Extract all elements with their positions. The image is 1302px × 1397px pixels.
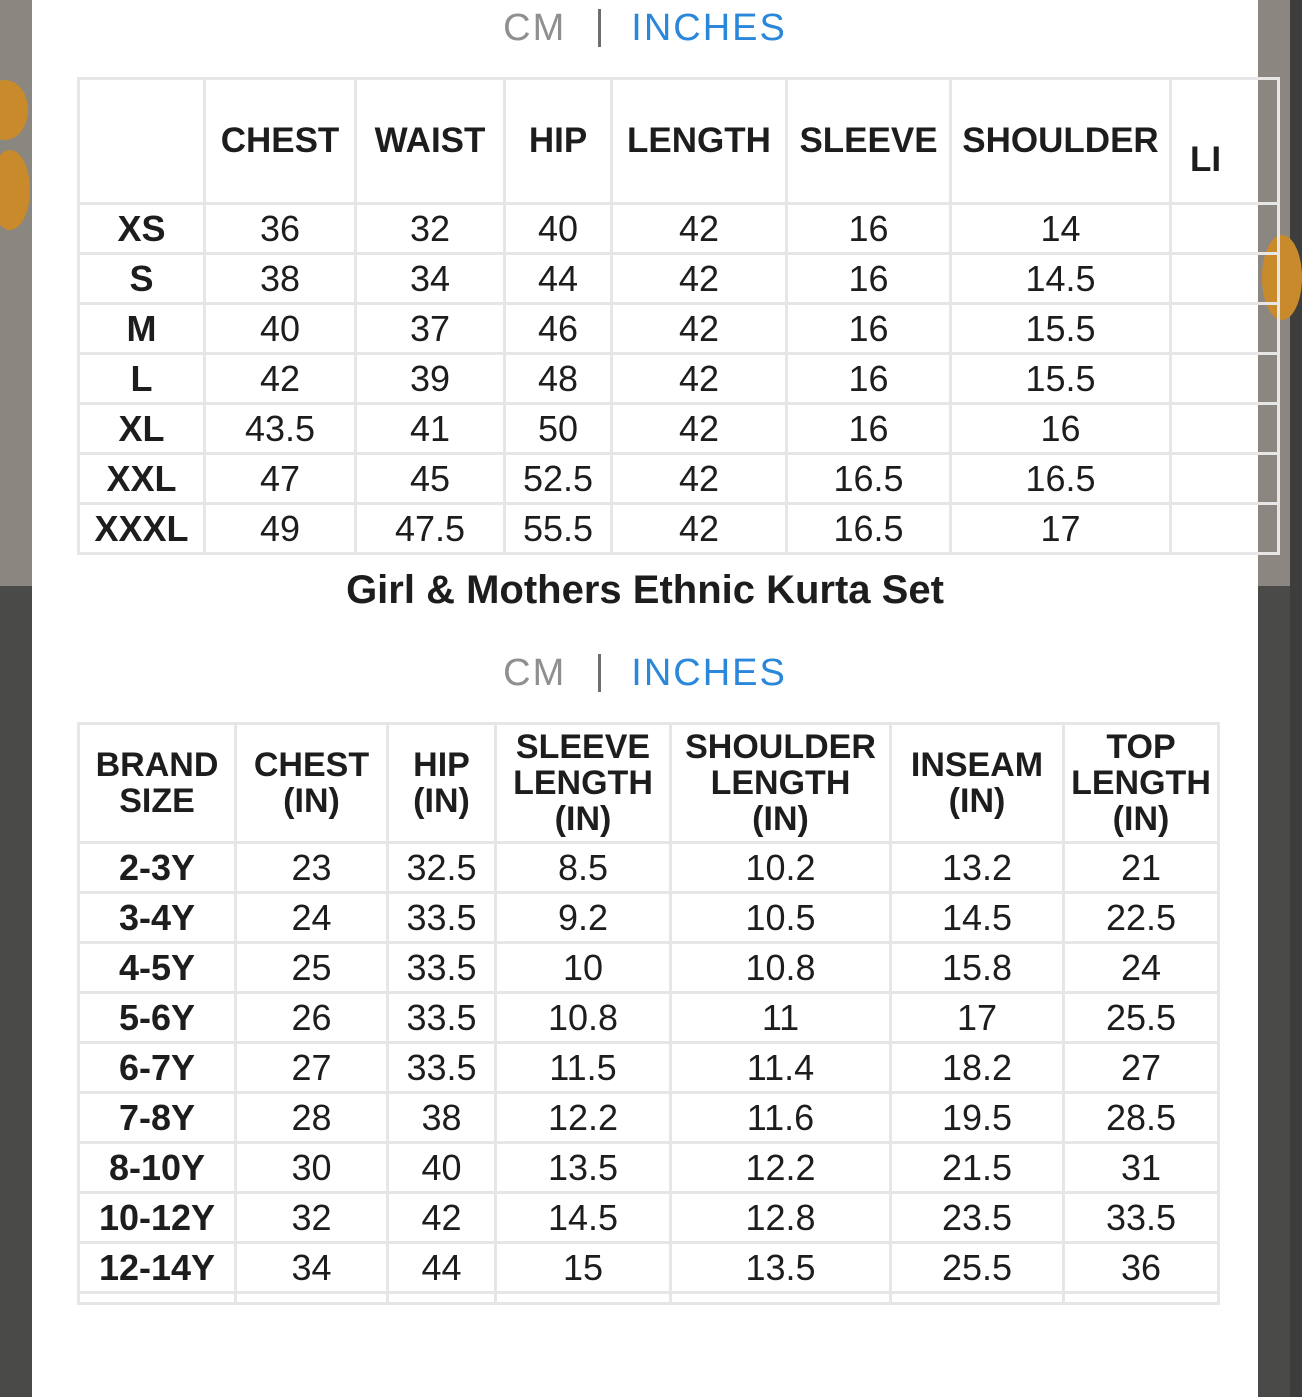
size-label: 5-6Y	[79, 993, 236, 1043]
size-label: XL	[79, 404, 205, 454]
table-cell: 19.5	[891, 1093, 1064, 1143]
table-cell: 33.5	[388, 993, 496, 1043]
table-cell: 11	[671, 993, 891, 1043]
column-header-shoulder: SHOULDER	[951, 79, 1171, 204]
size-chart-sheet	[32, 0, 1258, 1397]
table-cell: 42	[388, 1193, 496, 1243]
table-cell: 21	[1064, 843, 1219, 893]
table-row	[79, 893, 1219, 943]
table-row	[79, 993, 1219, 1043]
size-label: XXXL	[79, 504, 205, 554]
size-label: 10-12Y	[79, 1193, 236, 1243]
table-cell: 11.6	[671, 1093, 891, 1143]
table-cell: 38	[388, 1093, 496, 1143]
table-header-row	[79, 724, 1219, 843]
table-cell: 23	[236, 843, 388, 893]
table-cell: 14.5	[891, 893, 1064, 943]
table-row	[79, 1043, 1219, 1093]
table-cell: 36	[205, 204, 356, 254]
column-header-chest: CHEST (IN)	[236, 724, 388, 843]
table-header-row	[79, 79, 1279, 204]
table-cell: 25	[236, 943, 388, 993]
table-cell: 42	[612, 354, 787, 404]
unit-inches-tab[interactable]: INCHES	[631, 651, 787, 694]
table-row	[79, 1193, 1219, 1243]
table-cell: 34	[236, 1243, 388, 1293]
table-cell: 22.5	[1064, 893, 1219, 943]
size-table-2-container[interactable]	[77, 722, 1214, 1305]
size-label: 3-4Y	[79, 893, 236, 943]
table-cell: 42	[205, 354, 356, 404]
unit-divider	[598, 654, 601, 692]
table-cell-clipped	[1171, 404, 1279, 454]
table-cell: 40	[205, 304, 356, 354]
table-cell	[891, 1293, 1064, 1304]
table-cell: 41	[356, 404, 505, 454]
table-cell: 43.5	[205, 404, 356, 454]
table-cell: 15.5	[951, 304, 1171, 354]
table-cell: 33.5	[388, 1043, 496, 1093]
section-title: Girl & Mothers Ethnic Kurta Set	[346, 568, 944, 612]
table-cell: 42	[612, 204, 787, 254]
table-cell-clipped	[1171, 304, 1279, 354]
table-cell: 31	[1064, 1143, 1219, 1193]
table-cell: 36	[1064, 1243, 1219, 1293]
table-cell: 12.2	[496, 1093, 671, 1143]
table-row	[79, 943, 1219, 993]
unit-divider	[598, 9, 601, 47]
table-row	[79, 454, 1279, 504]
table-cell: 23.5	[891, 1193, 1064, 1243]
table-cell: 16.5	[951, 454, 1171, 504]
table-cell: 42	[612, 254, 787, 304]
table-cell: 17	[951, 504, 1171, 554]
table-cell: 45	[356, 454, 505, 504]
table-row	[79, 204, 1279, 254]
table-cell: 33.5	[388, 943, 496, 993]
table-cell: 37	[356, 304, 505, 354]
table-cell: 8.5	[496, 843, 671, 893]
column-header-waist: WAIST	[356, 79, 505, 204]
size-table-1	[77, 77, 1280, 555]
table-row	[79, 304, 1279, 354]
table-row	[79, 1143, 1219, 1193]
table-cell: 50	[505, 404, 612, 454]
table-cell: 28	[236, 1093, 388, 1143]
column-header-hip: HIP (IN)	[388, 724, 496, 843]
table-cell: 42	[612, 454, 787, 504]
size-label: 7-8Y	[79, 1093, 236, 1143]
table-cell: 55.5	[505, 504, 612, 554]
table-cell-clipped	[1171, 454, 1279, 504]
table-cell: 13.2	[891, 843, 1064, 893]
table-row	[79, 1093, 1219, 1143]
table-cell: 9.2	[496, 893, 671, 943]
table-cell: 21.5	[891, 1143, 1064, 1193]
table-cell-clipped	[1171, 354, 1279, 404]
size-label: L	[79, 354, 205, 404]
table-cell: 49	[205, 504, 356, 554]
size-label: 12-14Y	[79, 1243, 236, 1293]
table-cell: 17	[891, 993, 1064, 1043]
size-table-2	[77, 722, 1220, 1305]
table-row	[79, 404, 1279, 454]
table-cell: 16	[787, 354, 951, 404]
column-header-sleeve: SLEEVE	[787, 79, 951, 204]
column-header-brand-size: BRAND SIZE	[79, 724, 236, 843]
table-cell	[671, 1293, 891, 1304]
table-cell: 42	[612, 504, 787, 554]
size-label: S	[79, 254, 205, 304]
table-row-partial	[79, 1293, 1219, 1304]
table-cell: 12.8	[671, 1193, 891, 1243]
table-cell: 25.5	[1064, 993, 1219, 1043]
size-label: 8-10Y	[79, 1143, 236, 1193]
table-cell: 42	[612, 404, 787, 454]
table-cell: 16	[787, 304, 951, 354]
table-cell: 10.8	[496, 993, 671, 1043]
table-cell: 40	[505, 204, 612, 254]
table-cell	[388, 1293, 496, 1304]
size-label: 4-5Y	[79, 943, 236, 993]
table-cell: 27	[236, 1043, 388, 1093]
table-cell: 16	[787, 254, 951, 304]
table-cell: 25.5	[891, 1243, 1064, 1293]
table-cell: 30	[236, 1143, 388, 1193]
table-cell: 26	[236, 993, 388, 1043]
column-header-length: LENGTH	[612, 79, 787, 204]
table-cell: 38	[205, 254, 356, 304]
table-cell	[1064, 1293, 1219, 1304]
table-cell: 16.5	[787, 504, 951, 554]
table-cell: 48	[505, 354, 612, 404]
table-cell: 32.5	[388, 843, 496, 893]
column-header	[79, 79, 205, 204]
table-cell: 12.2	[671, 1143, 891, 1193]
table-cell	[236, 1293, 388, 1304]
table-cell: 15	[496, 1243, 671, 1293]
table-cell: 24	[236, 893, 388, 943]
unit-cm-tab[interactable]: CM	[503, 651, 567, 694]
unit-toggle-2	[32, 645, 1258, 701]
table-cell: 16	[787, 404, 951, 454]
background-left	[0, 0, 32, 1397]
unit-inches-tab[interactable]: INCHES	[631, 6, 787, 49]
table-cell-clipped	[1171, 504, 1279, 554]
table-cell: 44	[505, 254, 612, 304]
table-cell: 11.4	[671, 1043, 891, 1093]
table-cell: 32	[236, 1193, 388, 1243]
table-cell: 16	[951, 404, 1171, 454]
table-cell: 15.5	[951, 354, 1171, 404]
column-header-sleeve-length: SLEEVE LENGTH (IN)	[496, 724, 671, 843]
table-cell: 10	[496, 943, 671, 993]
table-cell: 10.5	[671, 893, 891, 943]
size-label: 6-7Y	[79, 1043, 236, 1093]
table-cell: 16.5	[787, 454, 951, 504]
table-cell: 42	[612, 304, 787, 354]
table-cell: 10.8	[671, 943, 891, 993]
table-cell	[496, 1293, 671, 1304]
table-cell: 40	[388, 1143, 496, 1193]
table-cell: 24	[1064, 943, 1219, 993]
table-cell: 33.5	[388, 893, 496, 943]
table-cell: 14	[951, 204, 1171, 254]
table-cell: 11.5	[496, 1043, 671, 1093]
table-row	[79, 843, 1219, 893]
table-row	[79, 504, 1279, 554]
table-row	[79, 254, 1279, 304]
table-cell: 16	[787, 204, 951, 254]
size-label: XS	[79, 204, 205, 254]
unit-cm-tab[interactable]: CM	[503, 6, 567, 49]
table-row	[79, 1243, 1219, 1293]
table-cell: 14.5	[951, 254, 1171, 304]
size-label: M	[79, 304, 205, 354]
table-cell: 15.8	[891, 943, 1064, 993]
column-header-chest: CHEST	[205, 79, 356, 204]
table-cell: 10.2	[671, 843, 891, 893]
table-cell: 18.2	[891, 1043, 1064, 1093]
table-cell-clipped	[1171, 204, 1279, 254]
column-header-inseam: INSEAM (IN)	[891, 724, 1064, 843]
column-header-hip: HIP	[505, 79, 612, 204]
table-cell: 47.5	[356, 504, 505, 554]
table-cell: 13.5	[496, 1143, 671, 1193]
table-cell: 32	[356, 204, 505, 254]
table-cell: 39	[356, 354, 505, 404]
table-cell: 34	[356, 254, 505, 304]
table-cell: 14.5	[496, 1193, 671, 1243]
table-cell: 52.5	[505, 454, 612, 504]
table-cell: 33.5	[1064, 1193, 1219, 1243]
table-cell: 47	[205, 454, 356, 504]
table-cell: 13.5	[671, 1243, 891, 1293]
table-cell-clipped	[1171, 254, 1279, 304]
table-cell: 27	[1064, 1043, 1219, 1093]
size-label: XXL	[79, 454, 205, 504]
size-label: 2-3Y	[79, 843, 236, 893]
table-row	[79, 354, 1279, 404]
table-cell: 28.5	[1064, 1093, 1219, 1143]
size-table-1-container[interactable]	[77, 77, 1222, 555]
column-header-shoulder-length: SHOULDER LENGTH (IN)	[671, 724, 891, 843]
column-header-top-length: TOP LENGTH (IN)	[1064, 724, 1219, 843]
table-cell: 46	[505, 304, 612, 354]
table-cell	[79, 1293, 236, 1304]
column-header-clipped: LI	[1171, 79, 1279, 204]
unit-toggle	[32, 0, 1258, 56]
table-cell: 44	[388, 1243, 496, 1293]
